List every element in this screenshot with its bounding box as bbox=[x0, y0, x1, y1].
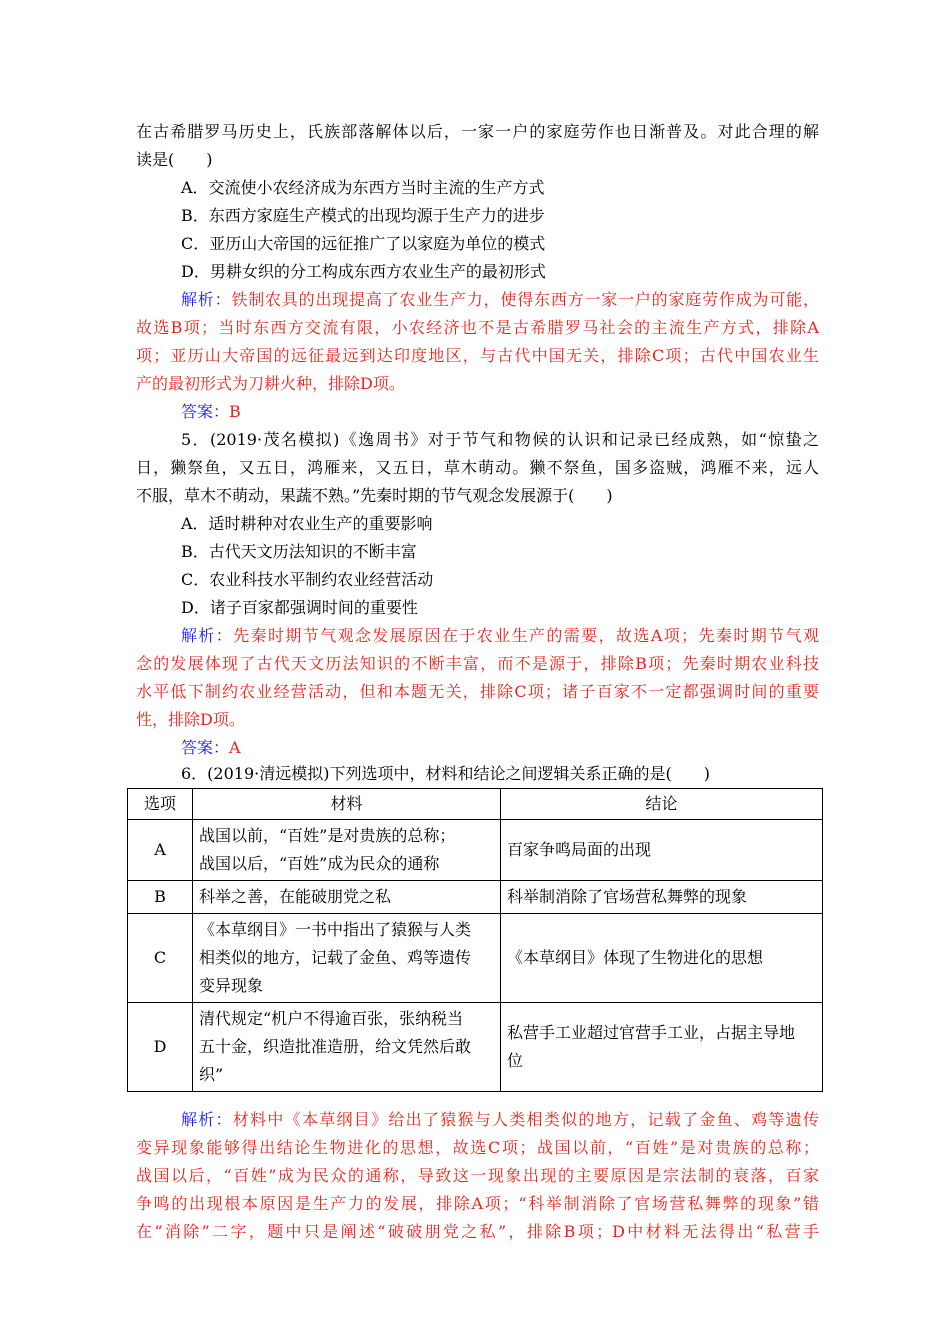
q4-option-b: B．东西方家庭生产模式的出现均源于生产力的进步 bbox=[181, 206, 545, 225]
q4-option-a: A．交流使小农经济成为东西方当时主流的生产方式 bbox=[181, 178, 545, 197]
q6-analysis-label: 解析： bbox=[181, 1110, 233, 1129]
q4-stem-line-2: 读是( ) bbox=[136, 150, 213, 169]
q4-analysis-label: 解析： bbox=[181, 290, 232, 309]
q4-answer: 答案：B bbox=[181, 402, 241, 421]
q5-analysis-label: 解析： bbox=[181, 626, 234, 645]
q4-option-d: D．男耕女织的分工构成东西方农业生产的最初形式 bbox=[181, 262, 546, 281]
q6-analysis-line-5: 在“消除”二字，题中只是阐述“破破朋党之私”，排除B项；D中材料无法得出“私营手 bbox=[136, 1222, 819, 1241]
header-conclusion: 结论 bbox=[501, 789, 823, 820]
q5-analysis-line-2: 念的发展体现了古代天文历法知识的不断丰富，而不是源于，排除B项；先秦时期农业科技 bbox=[136, 654, 819, 673]
q5-analysis-line-1: 解析：先秦时期节气观念发展原因在于农业生产的需要，故选A项；先秦时期节气观 bbox=[181, 626, 819, 645]
q4-analysis-line-1: 解析：铁制农具的出现提高了农业生产力，使得东西方一家一户的家庭劳作成为可能， bbox=[181, 290, 819, 309]
row-material: 科举之善，在能破朋党之私 bbox=[193, 881, 501, 914]
q6-analysis-line-1: 解析：材料中《本草纲目》给出了猿猴与人类相类似的地方，记载了金鱼、鸡等遗传 bbox=[181, 1110, 819, 1129]
table-row bbox=[128, 881, 823, 914]
q4-answer-label: 答案： bbox=[181, 402, 230, 421]
q6-analysis-line-4: 争鸣的出现根本原因是生产力的发展，排除A项；“科举制消除了官场营私舞弊的现象”错 bbox=[136, 1194, 819, 1213]
q4-analysis-line-4: 产的最初形式为刀耕火种，排除D项。 bbox=[136, 374, 405, 393]
row-conclusion: 科举制消除了官场营私舞弊的现象 bbox=[501, 881, 823, 914]
row-material: 清代规定“机户不得逾百张，张纳税当 五十金，织造批准造册，给文凭然后敢 织” bbox=[193, 1003, 501, 1092]
q5-answer-label: 答案： bbox=[181, 738, 230, 757]
row-conclusion: 百家争鸣局面的出现 bbox=[501, 820, 823, 881]
q4-analysis-line-3: 项；亚历山大帝国的远征最远到达印度地区，与古代中国无关，排除C项；古代中国农业生 bbox=[136, 346, 819, 365]
row-option: D bbox=[128, 1003, 193, 1092]
q5-option-b: B．古代天文历法知识的不断丰富 bbox=[181, 542, 417, 561]
q6-stem: 6．(2019·清远模拟)下列选项中，材料和结论之间逻辑关系正确的是( ) bbox=[181, 764, 710, 783]
q5-stem-line-3: 不服，草木不萌动，果蔬不熟。”先秦时期的节气观念发展源于( ) bbox=[136, 486, 613, 505]
row-option: C bbox=[128, 914, 193, 1003]
q6-analysis-line-3: 战国以后，“百姓”成为民众的通称，导致这一现象出现的主要原因是宗法制的衰落，百家 bbox=[136, 1166, 819, 1185]
table-row bbox=[128, 914, 823, 1003]
table-row bbox=[128, 820, 823, 881]
q5-stem-line-1: 5．(2019·茂名模拟)《逸周书》对于节气和物候的认识和记录已经成熟，如“惊蛰之 bbox=[181, 430, 819, 449]
table-header-row bbox=[128, 789, 823, 820]
q4-option-c: C．亚历山大帝国的远征推广了以家庭为单位的模式 bbox=[181, 234, 546, 253]
q5-option-a: A．适时耕种对农业生产的重要影响 bbox=[181, 514, 433, 533]
row-conclusion: 私营手工业超过官营手工业，占据主导地 位 bbox=[501, 1003, 823, 1092]
q5-analysis-line-4: 性，排除D项。 bbox=[136, 710, 245, 729]
q5-stem-line-2: 日，獭祭鱼，又五日，鸿雁来，又五日，草木萌动。獭不祭鱼，国多盗贼，鸿雁不来，远人 bbox=[136, 458, 819, 477]
q4-analysis-line-2: 故选B项；当时东西方交流有限，小农经济也不是古希腊罗马社会的主流生产方式，排除A bbox=[136, 318, 819, 337]
table-row bbox=[128, 1003, 823, 1092]
header-material: 材料 bbox=[193, 789, 501, 820]
header-option: 选项 bbox=[128, 789, 193, 820]
q5-answer: 答案：A bbox=[181, 738, 241, 757]
q5-analysis-line-3: 水平低下制约农业经营活动，但和本题无关，排除C项；诸子百家不一定都强调时间的重要 bbox=[136, 682, 819, 701]
row-conclusion: 《本草纲目》体现了生物进化的思想 bbox=[501, 914, 823, 1003]
row-material: 战国以前，“百姓”是对贵族的总称； 战国以后，“百姓”成为民众的通称 bbox=[193, 820, 501, 881]
q4-stem-line-1: 在古希腊罗马历史上，氏族部落解体以后，一家一户的家庭劳作也日渐普及。对此合理的解 bbox=[136, 122, 819, 141]
q6-options-table bbox=[127, 788, 823, 1092]
row-material: 《本草纲目》一书中指出了猿猴与人类 相类似的地方，记载了金鱼、鸡等遗传 变异现象 bbox=[193, 914, 501, 1003]
row-option: B bbox=[128, 881, 193, 914]
q6-analysis-line-2: 变异现象能够得出结论生物进化的思想，故选C项；战国以前，“百姓”是对贵族的总称； bbox=[136, 1138, 819, 1157]
q5-option-d: D．诸子百家都强调时间的重要性 bbox=[181, 598, 418, 617]
q5-option-c: C．农业科技水平制约农业经营活动 bbox=[181, 570, 434, 589]
row-option: A bbox=[128, 820, 193, 881]
